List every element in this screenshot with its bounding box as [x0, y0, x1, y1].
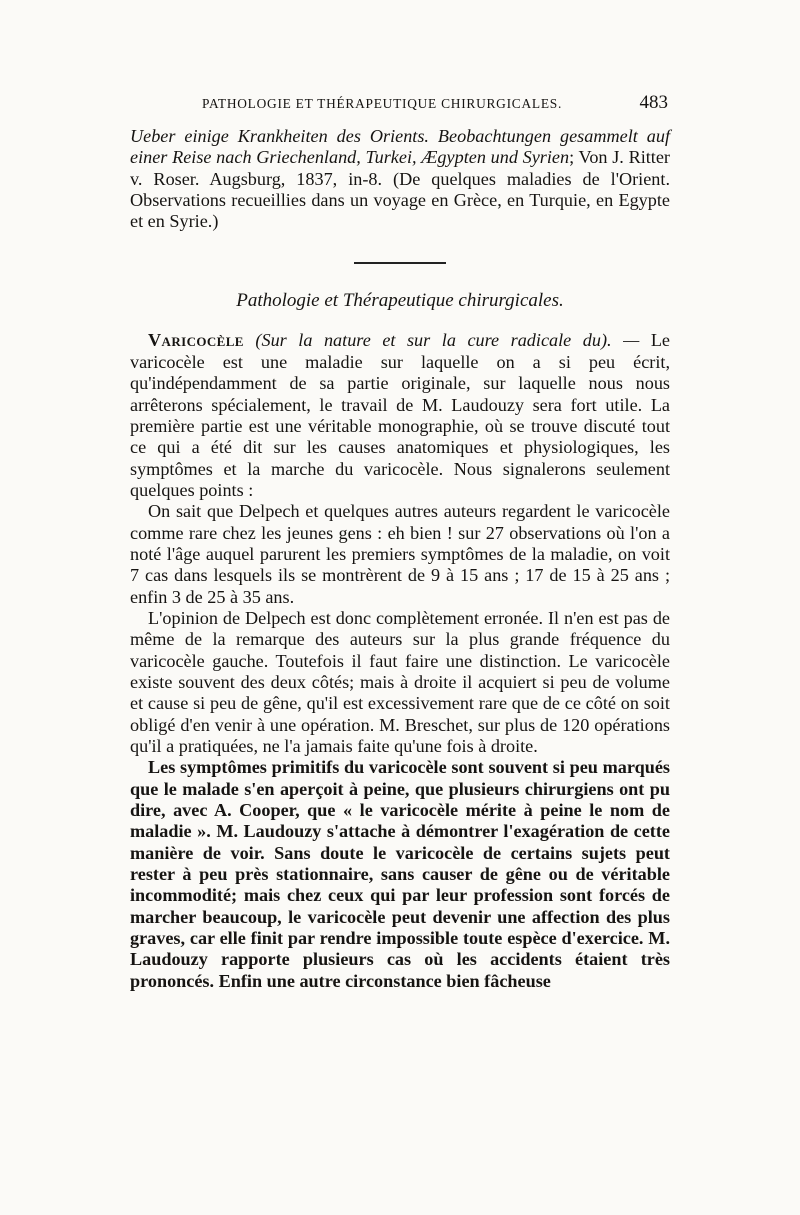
- article-lead-word: Varicocèle: [148, 330, 244, 351]
- article-paragraph-1: [130, 330, 670, 501]
- article-body: [130, 330, 670, 992]
- article-paragraph-3: L'opinion de Delpech est donc complètement erronée. Il n'en est pas de même de la remarque des auteurs sur la plus grande fréquence du varicocèle gauche. Toutefois il faut faire une distinction. Le varicocèle existe souvent des deux côtés; mais à droite il acquiert si peu de volume et cause si peu de gêne, qu'il est excessivement rare que de ce côté on soit obligé d'en venir à une opération. M. Breschet, sur plus de 120 opérations qu'il a pratiquées, ne l'a jamais faite qu'une fois à droite.: [130, 607, 670, 757]
- book-page: [130, 92, 670, 992]
- section-divider: [354, 262, 446, 264]
- section-title: Pathologie et Thérapeutique chirurgicales.: [236, 290, 564, 312]
- bibliography-details: ; Von J. Ritter v. Roser. Augsburg, 1837, in-8. (De quelques maladies de l'Orient. Observations recueillies dans un voyage en Grèce, en Turquie, en Egypte et en Syrie.): [130, 147, 670, 232]
- article-lead-italic: (Sur la nature et sur la cure radicale du). —: [255, 330, 640, 351]
- bibliography-entry: [130, 126, 670, 232]
- bibliography-title: Ueber einige Krankheiten des Orients. Beobachtungen gesammelt auf einer Reise nach Griechenland, Turkei, Ægypten und Syrien: [130, 126, 670, 168]
- article-paragraph-1-text: Le varicocèle est une maladie sur laquelle on a si peu écrit, qu'indépendamment de sa partie originale, sur laquelle nous nous arrêterons spécialement, le travail de M. Laudouzy sera fort utile. La première partie est une véritable monographie, où se trouve discuté tout ce qui a été dit sur les causes anatomiques et physiologiques, les symptômes et la marche du varicocèle. Nous signalerons seulement quelques points :: [130, 330, 671, 500]
- page-number: 483: [639, 92, 668, 113]
- running-head: [130, 92, 670, 126]
- article-paragraph-2: On sait que Delpech et quelques autres auteurs regardent le varicocèle comme rare chez les jeunes gens : eh bien ! sur 27 observations où l'on a noté l'âge auquel parurent les premiers symptômes de la maladie, on voit 7 cas dans lesquels ils se montrèrent de 9 à 15 ans ; 17 de 15 à 25 ans ; enfin 3 de 25 à 35 ans.: [130, 501, 670, 607]
- article-paragraph-4: Les symptômes primitifs du varicocèle sont souvent si peu marqués que le malade s'en aperçoit à peine, que plusieurs chirurgiens ont pu dire, avec A. Cooper, que « le varicocèle mérite à peine le nom de maladie ». M. Laudouzy s'attache à démontrer l'exagération de cette manière de voir. Sans doute le varicocèle de certains sujets peut rester à peu près stationnaire, sans causer de gêne ou de véritable incommodité; mais chez ceux qui par leur profession sont forcés de marcher beaucoup, le varicocèle peut devenir une affection des plus graves, car elle finit par rendre impossible toute espèce d'exercice. M. Laudouzy rapporte plusieurs cas où les accidents étaient très prononcés. Enfin une autre circonstance bien fâcheuse: [130, 757, 670, 991]
- running-title: PATHOLOGIE ET THÉRAPEUTIQUE CHIRURGICALES.: [202, 96, 563, 111]
